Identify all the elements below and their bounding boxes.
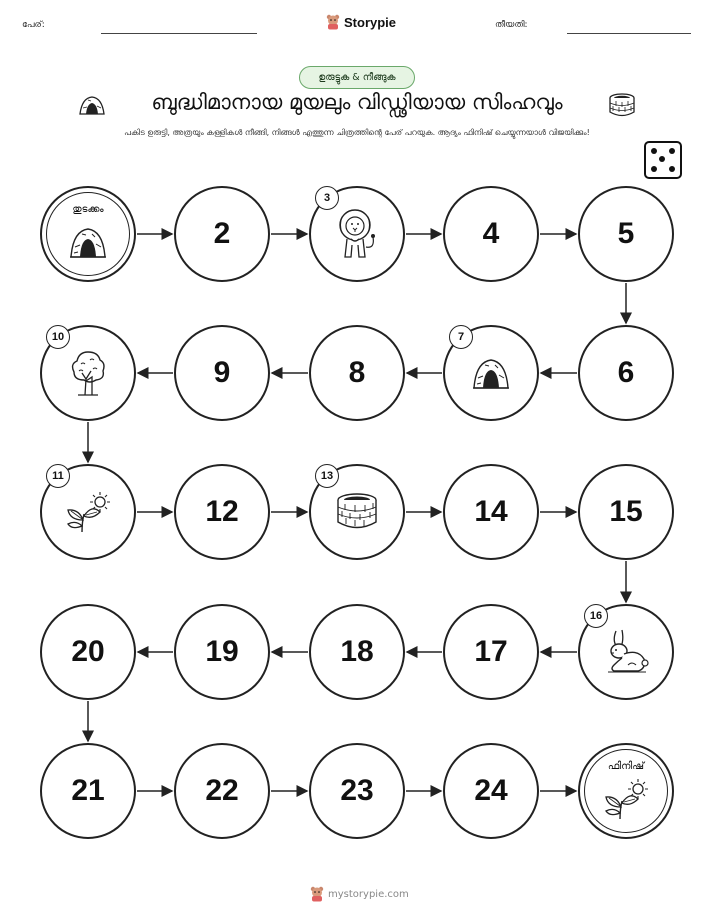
cell-number-badge: 10: [46, 325, 70, 349]
cell-number-badge: 13: [315, 464, 339, 488]
game-type-badge: ഉരുട്ടുക & നീങ്ങുക: [299, 66, 415, 89]
board-cell[interactable]: [40, 325, 136, 421]
footer-site: mystorypie.com: [328, 888, 409, 900]
start-cell[interactable]: [40, 186, 136, 282]
board-cell[interactable]: [174, 464, 270, 560]
board-cell[interactable]: [578, 325, 674, 421]
cell-number-badge: 16: [584, 604, 608, 628]
cell-number: 14: [474, 495, 508, 528]
board-cell[interactable]: [309, 186, 405, 282]
sun-plant-icon: [600, 777, 652, 821]
board-cell[interactable]: [443, 743, 539, 839]
well-icon: [333, 491, 381, 533]
board-cell[interactable]: [578, 464, 674, 560]
footer: [310, 886, 409, 902]
cell-number: 8: [348, 356, 366, 389]
board-cell[interactable]: [578, 186, 674, 282]
lion-icon: [333, 207, 381, 261]
cell-number: 9: [213, 356, 231, 389]
rabbit-icon: [600, 627, 652, 677]
cell-number-badge: 7: [449, 325, 473, 349]
cell-number: 24: [474, 774, 508, 807]
finish-cell[interactable]: [578, 743, 674, 839]
cave-icon: [68, 225, 108, 259]
cell-number: 18: [340, 635, 374, 668]
cell-number: 5: [617, 217, 635, 250]
board-cell[interactable]: [578, 604, 674, 700]
cell-number: 22: [205, 774, 239, 807]
board-cell[interactable]: [174, 604, 270, 700]
sun-plant-icon: [62, 490, 114, 534]
board-cell[interactable]: [443, 186, 539, 282]
board-cell[interactable]: [40, 464, 136, 560]
cave-icon: [471, 356, 511, 390]
page-title: ബുദ്ധിമാനായ മുയലും വിഡ്ഢിയായ സിംഹവും: [151, 90, 563, 114]
date-label: തീയതി:: [495, 20, 528, 30]
instructions: പകിട ഉരുട്ടി, അത്രയും കള്ളികൾ നീങ്ങി, നിങ്ങൾ എത്തുന്ന ചിത്രത്തിന്റെ പേര് പറയുക. ആദ്യം ഫിനിഷ് ചെയ്യുന്നയാൾ വിജയിക്കും!: [124, 128, 590, 137]
cell-number: 20: [71, 635, 105, 668]
start-label: തുടക്കം: [72, 204, 104, 215]
bear-icon: [310, 886, 324, 902]
cell-number: 21: [71, 774, 105, 807]
board-cell[interactable]: [40, 604, 136, 700]
board-cell[interactable]: [309, 464, 405, 560]
cell-number: 19: [205, 635, 239, 668]
cell-number-badge: 3: [315, 186, 339, 210]
finish-label: ഫിനിഷ്: [607, 761, 645, 772]
board-cell[interactable]: [174, 743, 270, 839]
board-cell[interactable]: [309, 325, 405, 421]
board-cell[interactable]: [40, 743, 136, 839]
cell-number-badge: 11: [46, 464, 70, 488]
cell-number: 4: [482, 217, 500, 250]
brand-name: Storypie: [344, 14, 397, 30]
board-cell[interactable]: [443, 464, 539, 560]
board-cell[interactable]: [174, 186, 270, 282]
cell-number: 23: [340, 774, 374, 807]
board-cell[interactable]: [443, 604, 539, 700]
board-cell[interactable]: [174, 325, 270, 421]
cell-number: 2: [213, 217, 231, 250]
board-cell[interactable]: [443, 325, 539, 421]
cell-number: 6: [617, 356, 635, 389]
board-cell[interactable]: [309, 743, 405, 839]
board-cell[interactable]: [309, 604, 405, 700]
cell-number: 15: [609, 495, 643, 528]
tree-icon: [68, 349, 108, 397]
cell-number: 17: [474, 635, 508, 668]
name-label: പേര്:: [22, 20, 45, 30]
cell-number: 12: [205, 495, 239, 528]
